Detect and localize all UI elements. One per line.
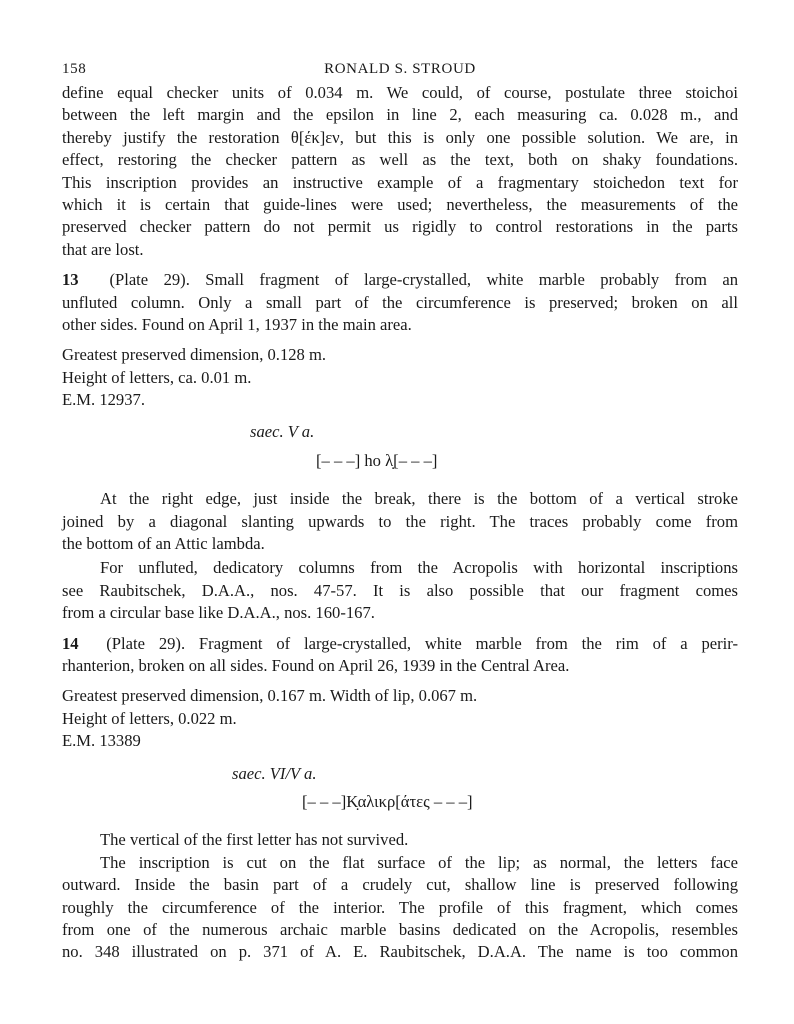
- entry-13-inscription-text: [– – –] ho λ̣[– – –]: [316, 450, 438, 470]
- entry-14-dimensions: [62, 685, 738, 752]
- text-line: joined by a diagonal slanting upwards to the right. The traces probably come from: [62, 511, 738, 531]
- text-line: roughly the circumference of the interior. The profile of this fragment, which comes: [62, 897, 738, 917]
- dimension-line: Greatest preserved dimension, 0.128 m.: [62, 345, 327, 365]
- dimension-line: E.M. 13389: [62, 731, 141, 751]
- text-line: At the right edge, just inside the break, there is the bottom of a vertical stroke: [100, 489, 738, 509]
- entry-13-description: [62, 269, 738, 336]
- dimension-line: Height of letters, 0.022 m.: [62, 708, 237, 728]
- text-line: which it is certain that guide-lines were used; nevertheless, the measurements of the: [62, 194, 738, 214]
- entry-14-commentary-2: [62, 852, 738, 964]
- text-line: outward. Inside the basin part of a crudely cut, shallow line is preserved following: [62, 875, 738, 895]
- text-line: from a circular base like D.A.A., nos. 160-167.: [62, 603, 375, 623]
- entry-14-description: [62, 633, 738, 678]
- page: [62, 58, 738, 972]
- text-line: between the left margin and the epsilon in line 2, each measuring ca. 0.028 m., and: [62, 105, 738, 125]
- entry-number: 13: [62, 270, 79, 290]
- dimension-line: E.M. 12937.: [62, 390, 145, 410]
- entry-13-dimensions: [62, 344, 738, 411]
- text-line: thereby justify the restoration θ[έκ]εν, but this is only one possible solution. We are, in: [62, 127, 738, 147]
- text-line: unfluted column. Only a small part of the circumference is preserved; broken on all: [62, 292, 738, 312]
- text-line: (Plate 29). Fragment of large-crystalled, white marble from the rim of a perir-: [106, 633, 738, 653]
- text-line: The vertical of the first letter has not survived.: [100, 830, 409, 850]
- entry-number: 14: [62, 633, 79, 653]
- text-line: This inscription provides an instructive example of a fragmentary stoichedon text for: [62, 172, 738, 192]
- page-number: 158: [62, 61, 87, 77]
- text-line: from one of the numerous archaic marble basins dedicated on the Acropolis, resembles: [62, 919, 738, 939]
- entry-14-commentary-1: [62, 829, 738, 851]
- entry-13-first-line: [62, 269, 738, 291]
- page-header: [62, 58, 738, 82]
- text-line: effect, restoring the checker pattern as well as the text, both on shaky foundations.: [62, 150, 738, 170]
- text-line: For unfluted, dedicatory columns from the Acropolis with horizontal inscriptions: [100, 558, 738, 578]
- text-line: that are lost.: [62, 239, 144, 259]
- dimension-line: Greatest preserved dimension, 0.167 m. Width of lip, 0.067 m.: [62, 686, 478, 706]
- text-line: (Plate 29). Small fragment of large-crystalled, white marble probably from an: [109, 270, 739, 290]
- entry-13-date: saec. V a.: [250, 422, 315, 442]
- text-line: no. 348 illustrated on p. 371 of A. E. Raubitschek, D.A.A. The name is too common: [62, 942, 738, 962]
- entry-14-first-line: [62, 633, 738, 655]
- text-line: The inscription is cut on the flat surface of the lip; as normal, the letters face: [100, 852, 738, 872]
- text-line: other sides. Found on April 1, 1937 in the main area.: [62, 314, 412, 334]
- entry-14-date: saec. VI/V a.: [232, 763, 317, 783]
- intro-paragraph: [62, 82, 738, 261]
- entry-13-commentary-2: [62, 557, 738, 624]
- text-line: rhanterion, broken on all sides. Found on April 26, 1939 in the Central Area.: [62, 656, 570, 676]
- running-head: RONALD S. STROUD: [324, 61, 476, 77]
- entry-13-commentary-1: [62, 488, 738, 555]
- text-line: see Raubitschek, D.A.A., nos. 47-57. It is also possible that our fragment comes: [62, 580, 738, 600]
- dimension-line: Height of letters, ca. 0.01 m.: [62, 367, 252, 387]
- entry-14-inscription-text: [– – –]Κ̣αλικρ[άτες – – –]: [302, 791, 473, 811]
- text-line: define equal checker units of 0.034 m. We could, of course, postulate three stoichoi: [62, 83, 738, 102]
- text-line: the bottom of an Attic lambda.: [62, 534, 265, 554]
- text-line: preserved checker pattern do not permit us rigidly to control restorations in the parts: [62, 217, 738, 237]
